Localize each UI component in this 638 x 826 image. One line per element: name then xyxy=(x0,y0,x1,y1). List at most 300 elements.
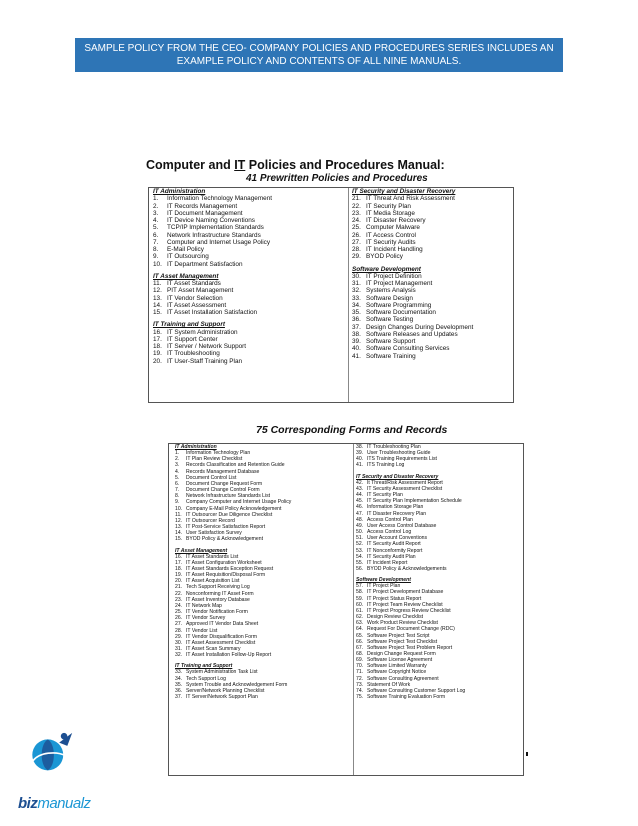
list-item xyxy=(352,253,510,260)
item-number: 4. xyxy=(175,468,180,475)
list-item xyxy=(352,309,510,316)
list-item xyxy=(352,224,510,231)
list-item xyxy=(352,273,510,280)
list-item xyxy=(153,343,346,350)
item-title: Tech Support Receiving Log xyxy=(186,584,250,591)
item-number: 71. xyxy=(356,669,364,676)
bizmanualz-logo-icon xyxy=(18,728,128,798)
list-item xyxy=(153,302,346,309)
item-title: IT Support Center xyxy=(167,335,218,343)
list-item xyxy=(153,350,346,357)
item-number: 18. xyxy=(153,343,162,350)
item-number: 57. xyxy=(356,583,364,590)
item-title: IT Security Audits xyxy=(366,238,416,246)
list-item xyxy=(352,287,510,294)
item-number: 64. xyxy=(356,626,364,633)
item-number: 19. xyxy=(175,572,183,579)
item-title: It Threat/Risk Assessment Report xyxy=(367,479,443,486)
list-item xyxy=(153,210,346,217)
item-number: 67. xyxy=(356,644,364,651)
item-title: System Trouble and Acknowledgement Form xyxy=(186,681,288,688)
item-number: 69. xyxy=(356,657,364,664)
item-title: IT Server/Network Support Plan xyxy=(186,694,258,701)
item-number: 17. xyxy=(175,559,183,566)
item-number: 29. xyxy=(175,633,183,640)
item-number: 31. xyxy=(352,280,361,287)
item-title: IT Asset Standards xyxy=(167,280,221,287)
item-number: 33. xyxy=(352,294,361,302)
item-number: 42. xyxy=(356,479,364,486)
item-title: Software Support xyxy=(366,338,416,345)
item-title: E-Mail Policy xyxy=(167,246,204,253)
list-item xyxy=(352,210,510,217)
item-title: IT Department Satisfaction xyxy=(167,260,243,268)
item-title: Software Project Test Script xyxy=(367,632,430,639)
item-number: 33. xyxy=(175,669,183,676)
item-number: 23. xyxy=(175,596,183,603)
item-number: 16. xyxy=(175,553,183,560)
item-number: 11. xyxy=(175,511,182,518)
item-title: IT Project Definition xyxy=(366,272,422,280)
forms-title: 75 Corresponding Forms and Records xyxy=(256,424,448,436)
item-number: 25. xyxy=(352,224,361,232)
section-heading: IT Asset Management xyxy=(175,547,228,554)
item-title: Statement Of Work xyxy=(367,681,411,688)
item-title: IT Project Plan xyxy=(367,583,401,590)
item-number: 9. xyxy=(175,499,180,506)
list-item xyxy=(352,324,510,331)
list-item xyxy=(175,694,351,700)
item-number: 48. xyxy=(356,516,364,523)
item-number: 21. xyxy=(175,584,183,591)
list-item xyxy=(153,329,346,336)
list-item xyxy=(153,295,346,302)
item-title: IT Outsourcer Due Diligence Checklist xyxy=(186,511,273,518)
manual-subtitle: 41 Prewritten Policies and Procedures xyxy=(246,173,428,184)
list-item xyxy=(153,280,346,287)
list-item xyxy=(153,336,346,343)
item-title: IT Asset Assessment Checklist xyxy=(186,639,256,646)
item-title: Information Technology Plan xyxy=(186,450,251,457)
banner-line-2: EXAMPLE POLICY AND CONTENTS OF ALL NINE MANUALS. xyxy=(176,56,462,67)
item-title: Document Change Control Form xyxy=(186,487,260,494)
item-title: IT Vendor Selection xyxy=(167,294,223,302)
item-title: Server/Network Planning Checklist xyxy=(186,687,265,694)
item-number: 2. xyxy=(175,456,180,463)
item-title: IT Plan Review Checklist xyxy=(186,456,243,463)
item-number: 31. xyxy=(175,646,183,652)
section-heading: IT Security and Disaster Recovery xyxy=(352,188,456,195)
item-number: 24. xyxy=(175,602,183,609)
item-title: IT Document Management xyxy=(167,209,243,217)
item-title: IT Security Plan xyxy=(367,492,403,499)
item-title: IT Asset Installation Satisfaction xyxy=(167,309,258,316)
item-title: User Troubleshooting Guide xyxy=(367,450,431,457)
list-item xyxy=(153,195,346,202)
item-number: 13. xyxy=(153,294,162,302)
list-item xyxy=(352,345,510,352)
item-number: 43. xyxy=(356,485,364,492)
item-number: 39. xyxy=(356,450,364,457)
item-number: 6. xyxy=(175,480,180,487)
item-title: Information Technology Management xyxy=(167,195,273,203)
item-title: IT Vendor List xyxy=(186,627,218,634)
item-number: 36. xyxy=(175,687,183,694)
item-number: 1. xyxy=(153,195,159,203)
list-item xyxy=(153,261,346,268)
section-heading: IT Training and Support xyxy=(153,321,225,329)
item-number: 7. xyxy=(175,487,180,494)
item-number: 70. xyxy=(356,663,364,670)
forms-table xyxy=(168,443,524,776)
list-item xyxy=(352,331,510,338)
item-title: Software Consulting Customer Support Log xyxy=(367,687,466,694)
list-item xyxy=(356,694,521,700)
item-number: 68. xyxy=(356,651,364,657)
item-title: BYOD Policy & Acknowledgement xyxy=(186,536,264,543)
item-title: IT Security Assessment Checklist xyxy=(367,485,443,492)
item-number: 72. xyxy=(356,675,364,682)
item-number: 26. xyxy=(175,615,183,622)
item-title: IT User-Staff Training Plan xyxy=(167,357,243,365)
item-title: IT Media Storage xyxy=(366,209,415,217)
item-number: 36. xyxy=(352,316,361,324)
section-heading: IT Asset Management xyxy=(153,272,219,280)
item-number: 41. xyxy=(352,352,361,360)
item-number: 35. xyxy=(352,309,361,316)
policies-manual-page xyxy=(146,158,514,403)
item-number: 14. xyxy=(175,530,183,537)
item-title: IT Asset Assessment xyxy=(167,301,227,309)
item-number: 56. xyxy=(356,565,364,572)
item-title: Software License Agreement xyxy=(367,657,433,664)
page-marker xyxy=(526,752,528,756)
item-number: 45. xyxy=(356,498,364,505)
item-number: 11. xyxy=(153,280,162,287)
item-title: IT Security Plan Implementation Schedule xyxy=(367,498,462,505)
item-title: IT Vendor Disqualification Form xyxy=(186,633,257,640)
item-title: Software Consulting Agreement xyxy=(367,675,439,682)
item-title: IT Security Audit Plan xyxy=(367,553,416,560)
item-number: 38. xyxy=(352,330,361,338)
item-title: IT Nonconformity Report xyxy=(367,547,423,554)
item-title: Software Releases and Updates xyxy=(366,330,458,338)
item-number: 75. xyxy=(356,694,364,701)
item-number: 20. xyxy=(175,578,183,585)
item-title: Company Computer and Internet Usage Policy xyxy=(186,499,292,506)
item-number: 9. xyxy=(153,253,159,261)
list-item xyxy=(153,358,346,365)
item-title: IT Outsourcing xyxy=(167,253,209,261)
item-number: 24. xyxy=(352,217,361,224)
item-number: 27. xyxy=(352,238,361,246)
manual-title: Computer and IT Policies and Procedures Manual: xyxy=(146,158,445,172)
item-title: IT Asset Configuration Worksheet xyxy=(186,559,262,566)
item-title: IT Device Naming Conventions xyxy=(167,217,255,224)
item-title: Work Product Review Checklist xyxy=(367,620,438,627)
item-number: 10. xyxy=(175,505,183,512)
list-item xyxy=(352,217,510,224)
item-number: 44. xyxy=(356,492,364,499)
item-number: 40. xyxy=(352,345,361,353)
list-item xyxy=(153,232,346,239)
item-title: Company E-Mail Policy Acknowledgement xyxy=(186,505,282,512)
item-title: PIT Asset Management xyxy=(167,287,234,295)
item-title: Approved IT Vendor Data Sheet xyxy=(186,621,259,628)
item-title: Software Limited Warranty xyxy=(367,663,427,670)
item-number: 14. xyxy=(153,301,162,309)
item-title: IT Records Management xyxy=(167,202,238,210)
item-number: 60. xyxy=(356,601,364,608)
item-number: 62. xyxy=(356,614,364,621)
item-title: IT Troubleshooting xyxy=(167,350,220,358)
item-title: IT Project Team Review Checklist xyxy=(367,601,443,608)
item-title: Software Programming xyxy=(366,301,432,309)
item-title: Software Documentation xyxy=(366,309,436,316)
item-number: 15. xyxy=(175,536,183,543)
item-title: IT Asset Scan Summary xyxy=(186,646,241,652)
list-item xyxy=(352,232,510,239)
banner-line-1: SAMPLE POLICY FROM THE CEO- COMPANY POLICIES AND PROCEDURES SERIES INCLUDES AN xyxy=(84,43,554,54)
item-number: 19. xyxy=(153,350,162,358)
item-number: 8. xyxy=(175,493,180,500)
list-item xyxy=(153,309,346,316)
item-number: 34. xyxy=(175,675,183,682)
item-title: Software Training xyxy=(366,352,416,360)
item-title: IT Project Management xyxy=(366,280,433,287)
item-number: 40. xyxy=(356,456,364,463)
item-number: 37. xyxy=(175,694,183,701)
item-number: 17. xyxy=(153,335,162,343)
item-number: 12. xyxy=(175,517,183,524)
item-number: 58. xyxy=(356,589,364,596)
item-title: Tech Support Log xyxy=(186,675,226,682)
item-title: IT Network Map xyxy=(186,602,222,609)
item-number: 63. xyxy=(356,620,364,627)
item-title: Records Classification and Retention Guide xyxy=(186,462,285,469)
item-title: Design Review Checklist xyxy=(367,614,424,621)
item-number: 3. xyxy=(153,209,159,217)
bizmanualz-wordmark: bizmanualz xyxy=(18,795,91,812)
item-title: IT System Administration xyxy=(167,328,238,336)
item-title: Software Consulting Services xyxy=(366,345,450,353)
item-number: 39. xyxy=(352,338,361,345)
list-item xyxy=(153,246,346,253)
item-title: IT Access Control xyxy=(366,231,416,239)
list-item xyxy=(153,253,346,260)
item-number: 59. xyxy=(356,595,364,602)
item-number: 13. xyxy=(175,524,183,531)
item-number: 38. xyxy=(356,444,364,450)
list-item xyxy=(352,239,510,246)
item-number: 53. xyxy=(356,547,364,554)
item-number: 30. xyxy=(352,272,361,280)
list-item xyxy=(352,353,510,360)
item-title: IT Disaster Recovery Plan xyxy=(367,510,427,517)
list-item xyxy=(153,217,346,224)
item-number: 25. xyxy=(175,609,183,616)
item-title: TCP/IP Implementation Standards xyxy=(167,224,264,232)
item-title: User Satisfaction Survey xyxy=(186,530,242,537)
item-title: Systems Analysis xyxy=(366,287,416,295)
item-title: IT Asset Acquisition List xyxy=(186,578,240,585)
item-number: 32. xyxy=(175,652,183,659)
item-title: IT Incident Handling xyxy=(366,246,423,253)
item-number: 73. xyxy=(356,681,364,688)
item-title: Network Infrastructure Standards List xyxy=(186,493,271,500)
list-item xyxy=(153,224,346,231)
item-title: Software Project Test Problem Report xyxy=(367,644,453,651)
item-number: 54. xyxy=(356,553,364,560)
item-number: 47. xyxy=(356,510,364,517)
item-number: 34. xyxy=(352,301,361,309)
item-title: Software Project Test Checklist xyxy=(367,638,438,645)
item-title: IT Asset Installation Follow-Up Report xyxy=(186,652,272,659)
list-item xyxy=(352,302,510,309)
item-title: IT Post-Service Satisfaction Report xyxy=(186,524,266,531)
item-title: IT Project Development Database xyxy=(367,589,444,596)
item-number: 2. xyxy=(153,202,159,210)
item-number: 29. xyxy=(352,253,361,261)
header-banner xyxy=(75,38,563,72)
item-title: IT Vendor Notification Form xyxy=(186,609,248,616)
list-item xyxy=(352,280,510,287)
section-heading: IT Training and Support xyxy=(175,663,233,670)
item-number: 26. xyxy=(352,231,361,239)
item-number: 1. xyxy=(175,450,180,457)
item-number: 21. xyxy=(352,195,361,203)
item-title: Network Infrastructure Standards xyxy=(167,231,261,239)
list-item xyxy=(352,338,510,345)
item-number: 37. xyxy=(352,323,361,331)
item-title: IT Project Progress Review Checklist xyxy=(367,607,451,614)
list-item xyxy=(153,203,346,210)
item-title: IT Server / Network Support xyxy=(167,343,247,350)
item-title: IT Project Status Report xyxy=(367,595,422,602)
item-number: 66. xyxy=(356,638,364,645)
list-item xyxy=(352,195,510,202)
item-title: IT Security Audit Report xyxy=(367,541,421,548)
item-number: 10. xyxy=(153,260,162,268)
list-item xyxy=(352,316,510,323)
policies-right-column xyxy=(352,188,510,360)
item-number: 4. xyxy=(153,217,159,224)
item-number: 30. xyxy=(175,639,183,646)
item-title: Document Change Request Form xyxy=(186,480,263,487)
item-title: IT Troubleshooting Plan xyxy=(367,444,421,450)
item-title: System Administration Task List xyxy=(186,669,258,676)
item-title: Computer Malware xyxy=(366,224,420,232)
item-number: 18. xyxy=(175,565,183,572)
item-number: 15. xyxy=(153,309,162,316)
item-title: Access Control Log xyxy=(367,529,412,536)
item-number: 52. xyxy=(356,541,364,548)
item-number: 3. xyxy=(175,462,180,469)
forms-left-column xyxy=(175,444,351,700)
list-item xyxy=(153,287,346,294)
item-title: Software Design xyxy=(366,294,413,302)
policies-table xyxy=(148,187,514,403)
item-title: IT Security Plan xyxy=(366,202,411,210)
policies-left-column xyxy=(153,188,346,365)
item-title: Software Testing xyxy=(366,316,414,324)
item-title: IT Asset Requisition/Disposal Form xyxy=(186,572,266,579)
item-title: ITS Training Requirements List xyxy=(367,456,437,463)
forms-records-page xyxy=(168,424,528,776)
item-title: IT Disaster Recovery xyxy=(366,217,426,224)
list-item xyxy=(153,239,346,246)
item-number: 20. xyxy=(153,357,162,365)
item-number: 74. xyxy=(356,687,364,694)
item-title: Software Copyright Notice xyxy=(367,669,427,676)
item-number: 16. xyxy=(153,328,162,336)
item-title: User Access Control Database xyxy=(367,522,437,529)
item-title: Document Control List xyxy=(186,474,237,481)
item-number: 28. xyxy=(352,246,361,253)
item-number: 27. xyxy=(175,621,183,628)
item-number: 22. xyxy=(352,202,361,210)
item-title: IT Incident Report xyxy=(367,559,408,566)
section-heading: IT Administration xyxy=(153,188,206,195)
item-title: Records Management Database xyxy=(186,468,260,475)
item-title: Software Training Evaluation Form xyxy=(367,694,446,701)
item-title: IT Asset Standards List xyxy=(186,553,239,560)
item-number: 23. xyxy=(352,209,361,217)
item-number: 65. xyxy=(356,632,364,639)
section-heading: IT Administration xyxy=(175,444,217,450)
item-number: 49. xyxy=(356,522,364,529)
item-title: IT Outsourcer Record xyxy=(186,517,235,524)
item-number: 50. xyxy=(356,529,364,536)
item-number: 35. xyxy=(175,681,183,688)
item-number: 28. xyxy=(175,627,183,634)
item-title: BYOD Policy & Acknowledgements xyxy=(367,565,447,572)
item-title: Design Change Request Form xyxy=(367,651,436,657)
forms-right-column xyxy=(356,444,521,700)
item-title: BYOD Policy xyxy=(366,253,403,261)
item-number: 61. xyxy=(356,607,364,614)
item-title: Nonconforming IT Asset Form xyxy=(186,590,254,597)
item-title: IT Asset Standards Exception Request xyxy=(186,565,274,572)
list-item xyxy=(352,203,510,210)
section-heading: IT Security and Disaster Recovery xyxy=(356,473,439,480)
item-number: 7. xyxy=(153,238,159,246)
item-title: Information Storage Plan xyxy=(367,504,424,511)
item-title: ITS Training Log xyxy=(367,462,405,469)
item-number: 5. xyxy=(153,224,159,232)
item-title: IT Vendor Survey xyxy=(186,615,226,622)
item-number: 41. xyxy=(356,462,364,469)
item-title: IT Threat And Risk Assessment xyxy=(366,195,455,203)
section-heading: Software Development xyxy=(352,265,421,273)
item-title: Design Changes During Development xyxy=(366,323,474,331)
item-number: 12. xyxy=(153,287,162,295)
item-number: 55. xyxy=(356,559,364,566)
item-number: 46. xyxy=(356,504,364,511)
item-number: 22. xyxy=(175,590,183,597)
item-number: 5. xyxy=(175,474,180,481)
item-title: Request For Document Change (RDC) xyxy=(367,626,455,633)
list-item xyxy=(352,246,510,253)
item-number: 8. xyxy=(153,246,159,253)
item-number: 51. xyxy=(356,535,364,542)
item-title: Computer and Internet Usage Policy xyxy=(167,238,271,246)
item-title: Access Control Plan xyxy=(367,516,413,523)
section-heading: Software Development xyxy=(356,577,411,584)
item-title: IT Asset Inventory Database xyxy=(186,596,250,603)
item-number: 32. xyxy=(352,287,361,295)
list-item xyxy=(352,295,510,302)
